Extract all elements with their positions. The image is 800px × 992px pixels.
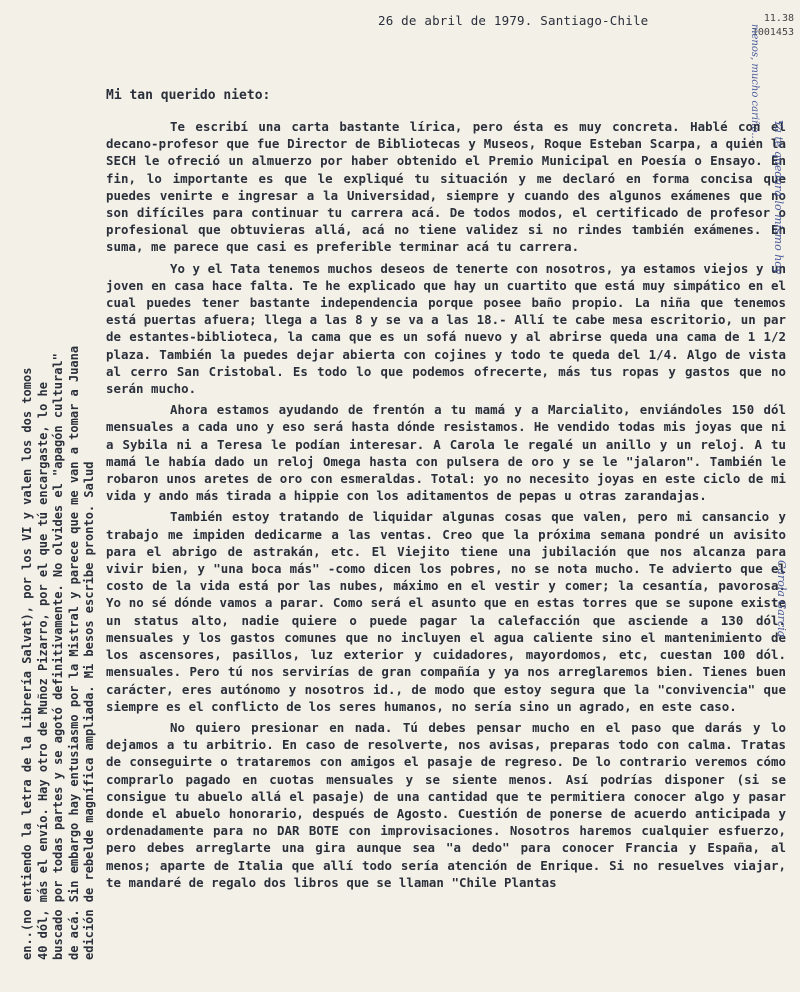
handwritten-note-right-lower: Carola Garcia xyxy=(775,560,788,638)
letter-dateline: 26 de abril de 1979. Santiago-Chile xyxy=(378,13,649,28)
margin-line: 40 dól, más el envío. Hay otro de Muñoz Pizarro, por el que tú encargaste, lo he xyxy=(35,382,50,960)
handwritten-note-top: menos, mucho cariño... xyxy=(749,24,760,142)
paragraph: Te escribí una carta bastante lírica, pero ésta es muy concreta. Hablé con el decano-profesor que fue Director de Bibliotecas y Museos, Roque Esteban Scarpa, a quien la SECH le ofreció un almuerzo por haber obtenido el Premio Municipal en Poesía o Ensayo. En fin, lo importante es que le expliqué tu situación y me declaró en forma concisa que puedes venirte e ingresar a la Universidad, siempre y cuando des algunos exámenes que no son difíciles para continuar tu carrera acá. De todos modos, el certificado de profesor o profesional que obtuvieras allá, acá no tiene validez si no rindes también exámenes. En suma, me parece que casi es preferible terminar acá tu carrera. xyxy=(106,119,786,255)
paragraph: No quiero presionar en nada. Tú debes pensar mucho en el paso que darás y lo dejamos a tu arbitrio. En caso de resolverte, nos avisas, preparas todo con calma. Tratas de conseguirte o trataremos con amigos el pasaje de regreso. De lo contrario veremos cómo comprarlo pagado en cuotas mensuales y se siente menos. Así podrías disponer (si se consigue tu abuelo allá el pasaje) de una cantidad que te permitiera conocer algo y pasar donde el abuelo honorario, después de Agosto. Cuestión de ponerse de acuerdo anticipada y ordenadamente para no DAR BOTE con improvisaciones. Nosotros haremos cualquier esfuerzo, pero debes arreglarte una gira aunque sea "a dedo" para conocer Francia y España, al menos; aparte de Italia que allí todo sería atención de Enrique. Si no resuelves viajar, te mandaré de regalo dos libros que se llaman "Chile Plantas xyxy=(106,719,786,890)
paragraph: También estoy tratando de liquidar algunas cosas que valen, pero mi cansancio y trabajo me impiden dedicarme a las ventas. Creo que la próxima semana pondré un avisito para el abrigo de astrakán, etc. El Viejito tiene una jubilación que nos alcanza para vivir bien, y "una boca más" -como dicen los pobres, no se nota mucho. Te advierto que el costo de la vida está por las nubes, máximo en el vestir y comer; la cesantía, pavorosa. Yo no sé dónde vamos a parar. Como será el asunto que en estas torres que se supone existe un status alto, nadie quiere o puede pagar la calefacción que asciende a 130 dól. mensuales y los gastos comunes que no incluyen el agua caliente sino el mantenimiento de los ascensores, pasillos, luz exterior y cuidadores, mayordomos, etc, cuestan 100 dól. mensuales. Pero tú nos servirías de gran compañía y ya nos arreglaremos bien. Tienes buen carácter, eres autónomo y nosotros id., de modo que estoy segura que la "convivencia" que siempre es el conflicto de los seres humanos, no sería sino un agrado, en este caso. xyxy=(106,509,786,714)
catalog-number: 11.38 xyxy=(763,13,794,24)
letter-salutation: Mi tan querido nieto: xyxy=(106,88,271,103)
paragraph: Yo y el Tata tenemos muchos deseos de tenerte con nosotros, ya estamos viejos y un joven en casa hace falta. Te he explicado que hay un cuartito que está muy simpático en el cual puedes tener bastante independencia porque posee baño propio. La niña que tenemos está puertas afuera; llega a las 8 y se va a las 18.- Allí te cabe mesa escritorio, un par de estantes-biblioteca, la cama que es un sofá nuevo y al abrirse queda una cama de 1 1/2 plaza. También la puedes dejar abierta con cojines y todo te queda del 1/4. Algo de vista al cerro San Cristobal. Es todo lo que podemos ofrecerte, más tus ropas y gastos que no serán mucho. xyxy=(106,260,786,397)
margin-line: edición de rebelde magnífica ampliada. Mi besos escribe pronto. Salud xyxy=(82,461,96,960)
letter-body xyxy=(106,118,786,895)
margin-line: en..(no entiendo la letra de la Librería Salvat), por los VI y valen los dos tomos xyxy=(20,367,34,960)
catalog-id: 1001453 xyxy=(751,27,794,38)
margin-line: buscado por todas partes y se agotó definitivamente. No olvides el "apagón cultural" xyxy=(51,353,65,960)
margin-postscript xyxy=(20,60,98,960)
margin-line: de acá. Sin embargo hay entusiasmo por la Mistral y parece que me van a tomar a Juana xyxy=(66,345,81,960)
handwritten-note-right-upper: Ya te quedará lo mismo hoy xyxy=(772,120,785,275)
paragraph: Ahora estamos ayudando de frentón a tu mamá y a Marcialito, enviándoles 150 dól mensuales a cada uno y eso será hasta dónde resistamos. He vendido todas mis joyas que ni a Sybila ni a Teresa le podían interesar. A Carola le regalé un anillo y un reloj. A tu mamá le había dado un reloj Omega hasta con pulsera de oro y se le "jalaron". También le robaron unos aretes de oro con esmeraldas. Total: yo no necesito joyas en este ciclo de mi vida y ando más tirada a hippie con los aditamentos de pepas u otras zarandajas. xyxy=(106,402,786,504)
